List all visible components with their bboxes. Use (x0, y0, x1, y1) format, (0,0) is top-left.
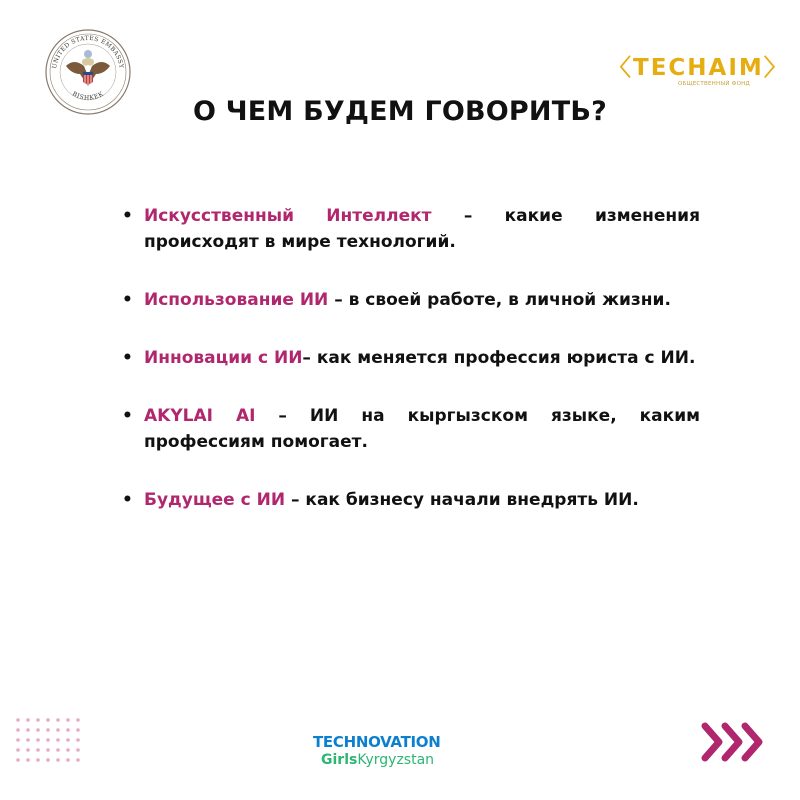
seal-bottom-text: BISHKEK (71, 90, 105, 102)
bullet: • (122, 206, 133, 226)
bullet: • (122, 348, 133, 368)
seal-top-text: UNITED STATES EMBASSY (51, 34, 125, 70)
bullet: • (122, 290, 133, 310)
agenda-item-text: – в своей работе, в личной жизни. (328, 290, 671, 310)
agenda-item-highlight: Искусственный Интеллект (144, 206, 432, 226)
agenda-item-text: – какие изменения происходят в мире технологий. (144, 206, 701, 252)
techaim-logo: 〈TECHAIM〉 ОБЩЕСТВЕННЫЙ ФОНД (608, 55, 789, 87)
techaim-name: TECHAIM (633, 55, 764, 81)
agenda-item (120, 403, 700, 455)
agenda-item-highlight: Инновации с ИИ (144, 348, 303, 368)
chevron-arrows-icon (699, 718, 767, 766)
agenda-item-text: – как меняется профессия юриста с ИИ. (302, 348, 696, 368)
agenda-list (120, 203, 700, 545)
techaim-subtitle: ОБЩЕСТВЕННЫЙ ФОНД (678, 81, 750, 87)
agenda-item (120, 487, 700, 513)
agenda-item-text: – ИИ на кыргызском языке, каким профессиям помогает. (144, 406, 700, 452)
agenda-item-highlight: Будущее с ИИ (144, 490, 286, 510)
bullet: • (122, 406, 133, 426)
agenda-item-highlight: AKYLAI AI (144, 406, 256, 426)
agenda-item-highlight: Использование ИИ (144, 290, 329, 310)
technovation-logo (313, 733, 493, 769)
agenda-item (120, 345, 700, 371)
agenda-item (120, 203, 700, 255)
technovation-country: Kyrgyzstan (357, 752, 435, 768)
agenda-item-text: – как бизнесу начали внедрять ИИ. (285, 490, 639, 510)
page-title: О ЧЕМ БУДЕМ ГОВОРИТЬ? (193, 96, 607, 127)
technovation-brand: TECHNOVATION (313, 733, 441, 751)
agenda-item (120, 287, 700, 313)
dot-grid-decoration (14, 716, 88, 766)
technovation-girls: Girls (321, 752, 358, 768)
bullet: • (122, 490, 133, 510)
